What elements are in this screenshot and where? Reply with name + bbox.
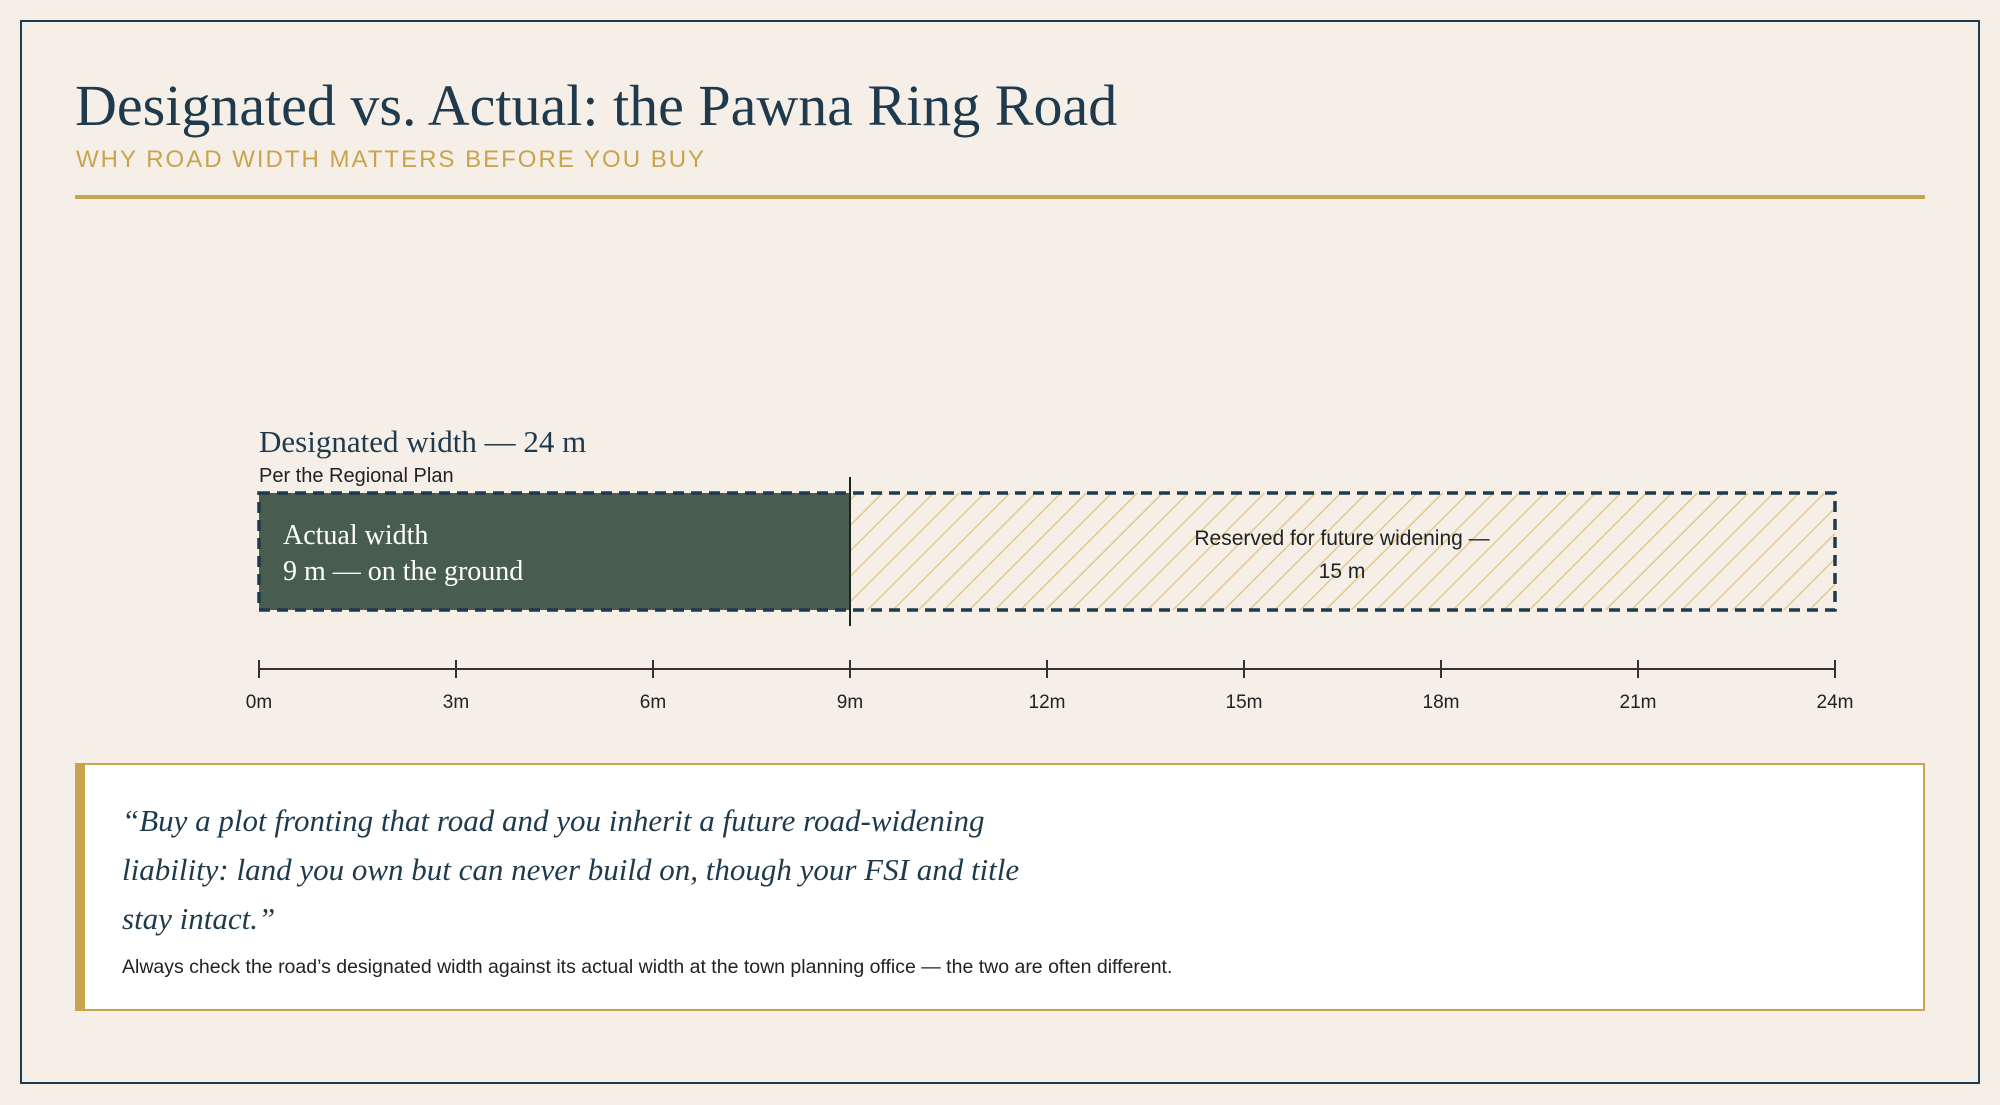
designated-width-label: Designated width — 24 m — [259, 424, 587, 459]
callout-quote: “Buy a plot fronting that road and you inherit a future road-widening liability: land you own but can never build on, though your FSI and title stay intact.” — [122, 803, 1020, 936]
scale-tick-label: 12m — [1028, 692, 1066, 713]
scale-tick-label: 6m — [639, 692, 667, 713]
scale-tick-label: 15m — [1225, 692, 1263, 713]
scale-tick-label: 9m — [836, 692, 864, 713]
page-title: Designated vs. Actual: the Pawna Ring Road — [75, 73, 1118, 138]
designated-width-source: Per the Regional Plan — [259, 465, 454, 487]
page-subtitle: WHY ROAD WIDTH MATTERS BEFORE YOU BUY — [76, 146, 707, 173]
reserved-widening-label: Reserved for future widening — 15 m — [1194, 527, 1490, 583]
actual-width-label-line1: Actual width — [283, 520, 429, 551]
scale-tick-label: 0m — [245, 692, 273, 713]
scale-tick-label: 3m — [442, 692, 470, 713]
actual-width-label-line2: 9 m — on the ground — [283, 556, 524, 587]
scale-tick-label: 18m — [1422, 692, 1460, 713]
scale-tick-label: 21m — [1619, 692, 1657, 713]
scale-tick-label: 24m — [1816, 692, 1854, 713]
width-scale — [246, 660, 1854, 713]
actual-width-label — [283, 518, 523, 590]
callout-note: Always check the road’s designated width against its actual width at the town planning office — the two are often different. — [122, 956, 1173, 978]
